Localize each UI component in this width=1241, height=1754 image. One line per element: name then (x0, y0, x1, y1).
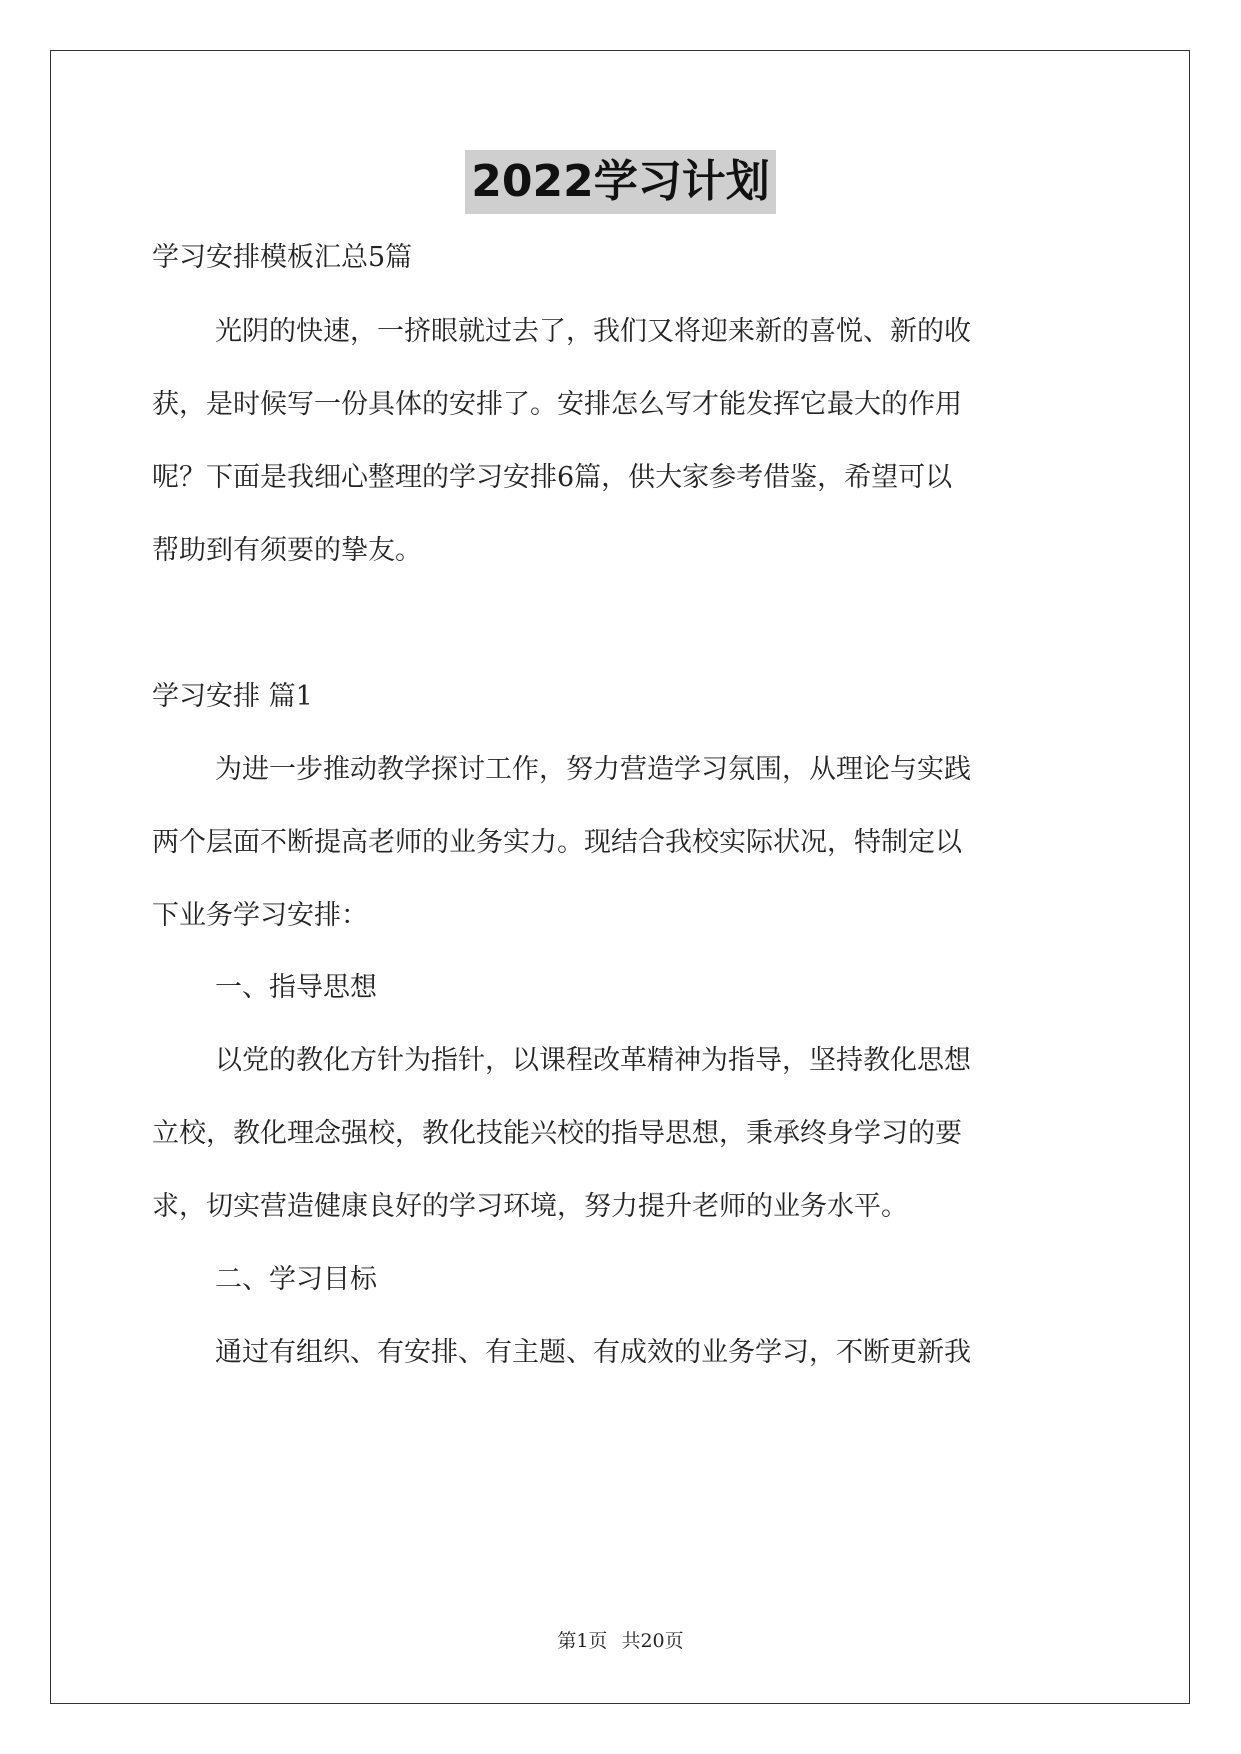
paragraph-line: 通过有组织、有安排、有主题、有成效的业务学习，不断更新我 (215, 1337, 971, 1368)
page-footer (0, 1626, 1241, 1653)
subsection-heading: 二、学习目标 (215, 1264, 377, 1295)
page-border (50, 50, 1190, 1704)
subtitle-line: 学习安排模板汇总5篇 (152, 242, 413, 273)
paragraph-line: 以党的教化方针为指针，以课程改革精神为指导，坚持教化思想 (215, 1045, 971, 1076)
section-heading: 学习安排 篇1 (152, 681, 313, 712)
paragraph-line: 光阴的快速，一挤眼就过去了，我们又将迎来新的喜悦、新的收 (215, 316, 971, 347)
paragraph-line: 立校，教化理念强校，教化技能兴校的指导思想，秉承终身学习的要 (152, 1118, 962, 1149)
subsection-heading: 一、指导思想 (215, 972, 377, 1003)
paragraph-line: 求，切实营造健康良好的学习环境，努力提升老师的业务水平。 (152, 1191, 908, 1222)
paragraph-line: 两个层面不断提高老师的业务实力。现结合我校实际状况，特制定以 (152, 827, 962, 858)
paragraph-line: 获，是时候写一份具体的安排了。安排怎么写才能发挥它最大的作用 (152, 389, 962, 420)
document-title: 2022学习计划 (465, 150, 775, 214)
paragraph-line: 呢？下面是我细心整理的学习安排6篇，供大家参考借鉴，希望可以 (152, 462, 953, 493)
paragraph-line: 下业务学习安排： (152, 900, 368, 931)
page-number: 第1页 (557, 1630, 608, 1652)
paragraph-line: 帮助到有须要的挚友。 (152, 535, 422, 566)
page-total: 共20页 (621, 1630, 684, 1652)
paragraph-line: 为进一步推动教学探讨工作，努力营造学习氛围，从理论与实践 (215, 754, 971, 785)
